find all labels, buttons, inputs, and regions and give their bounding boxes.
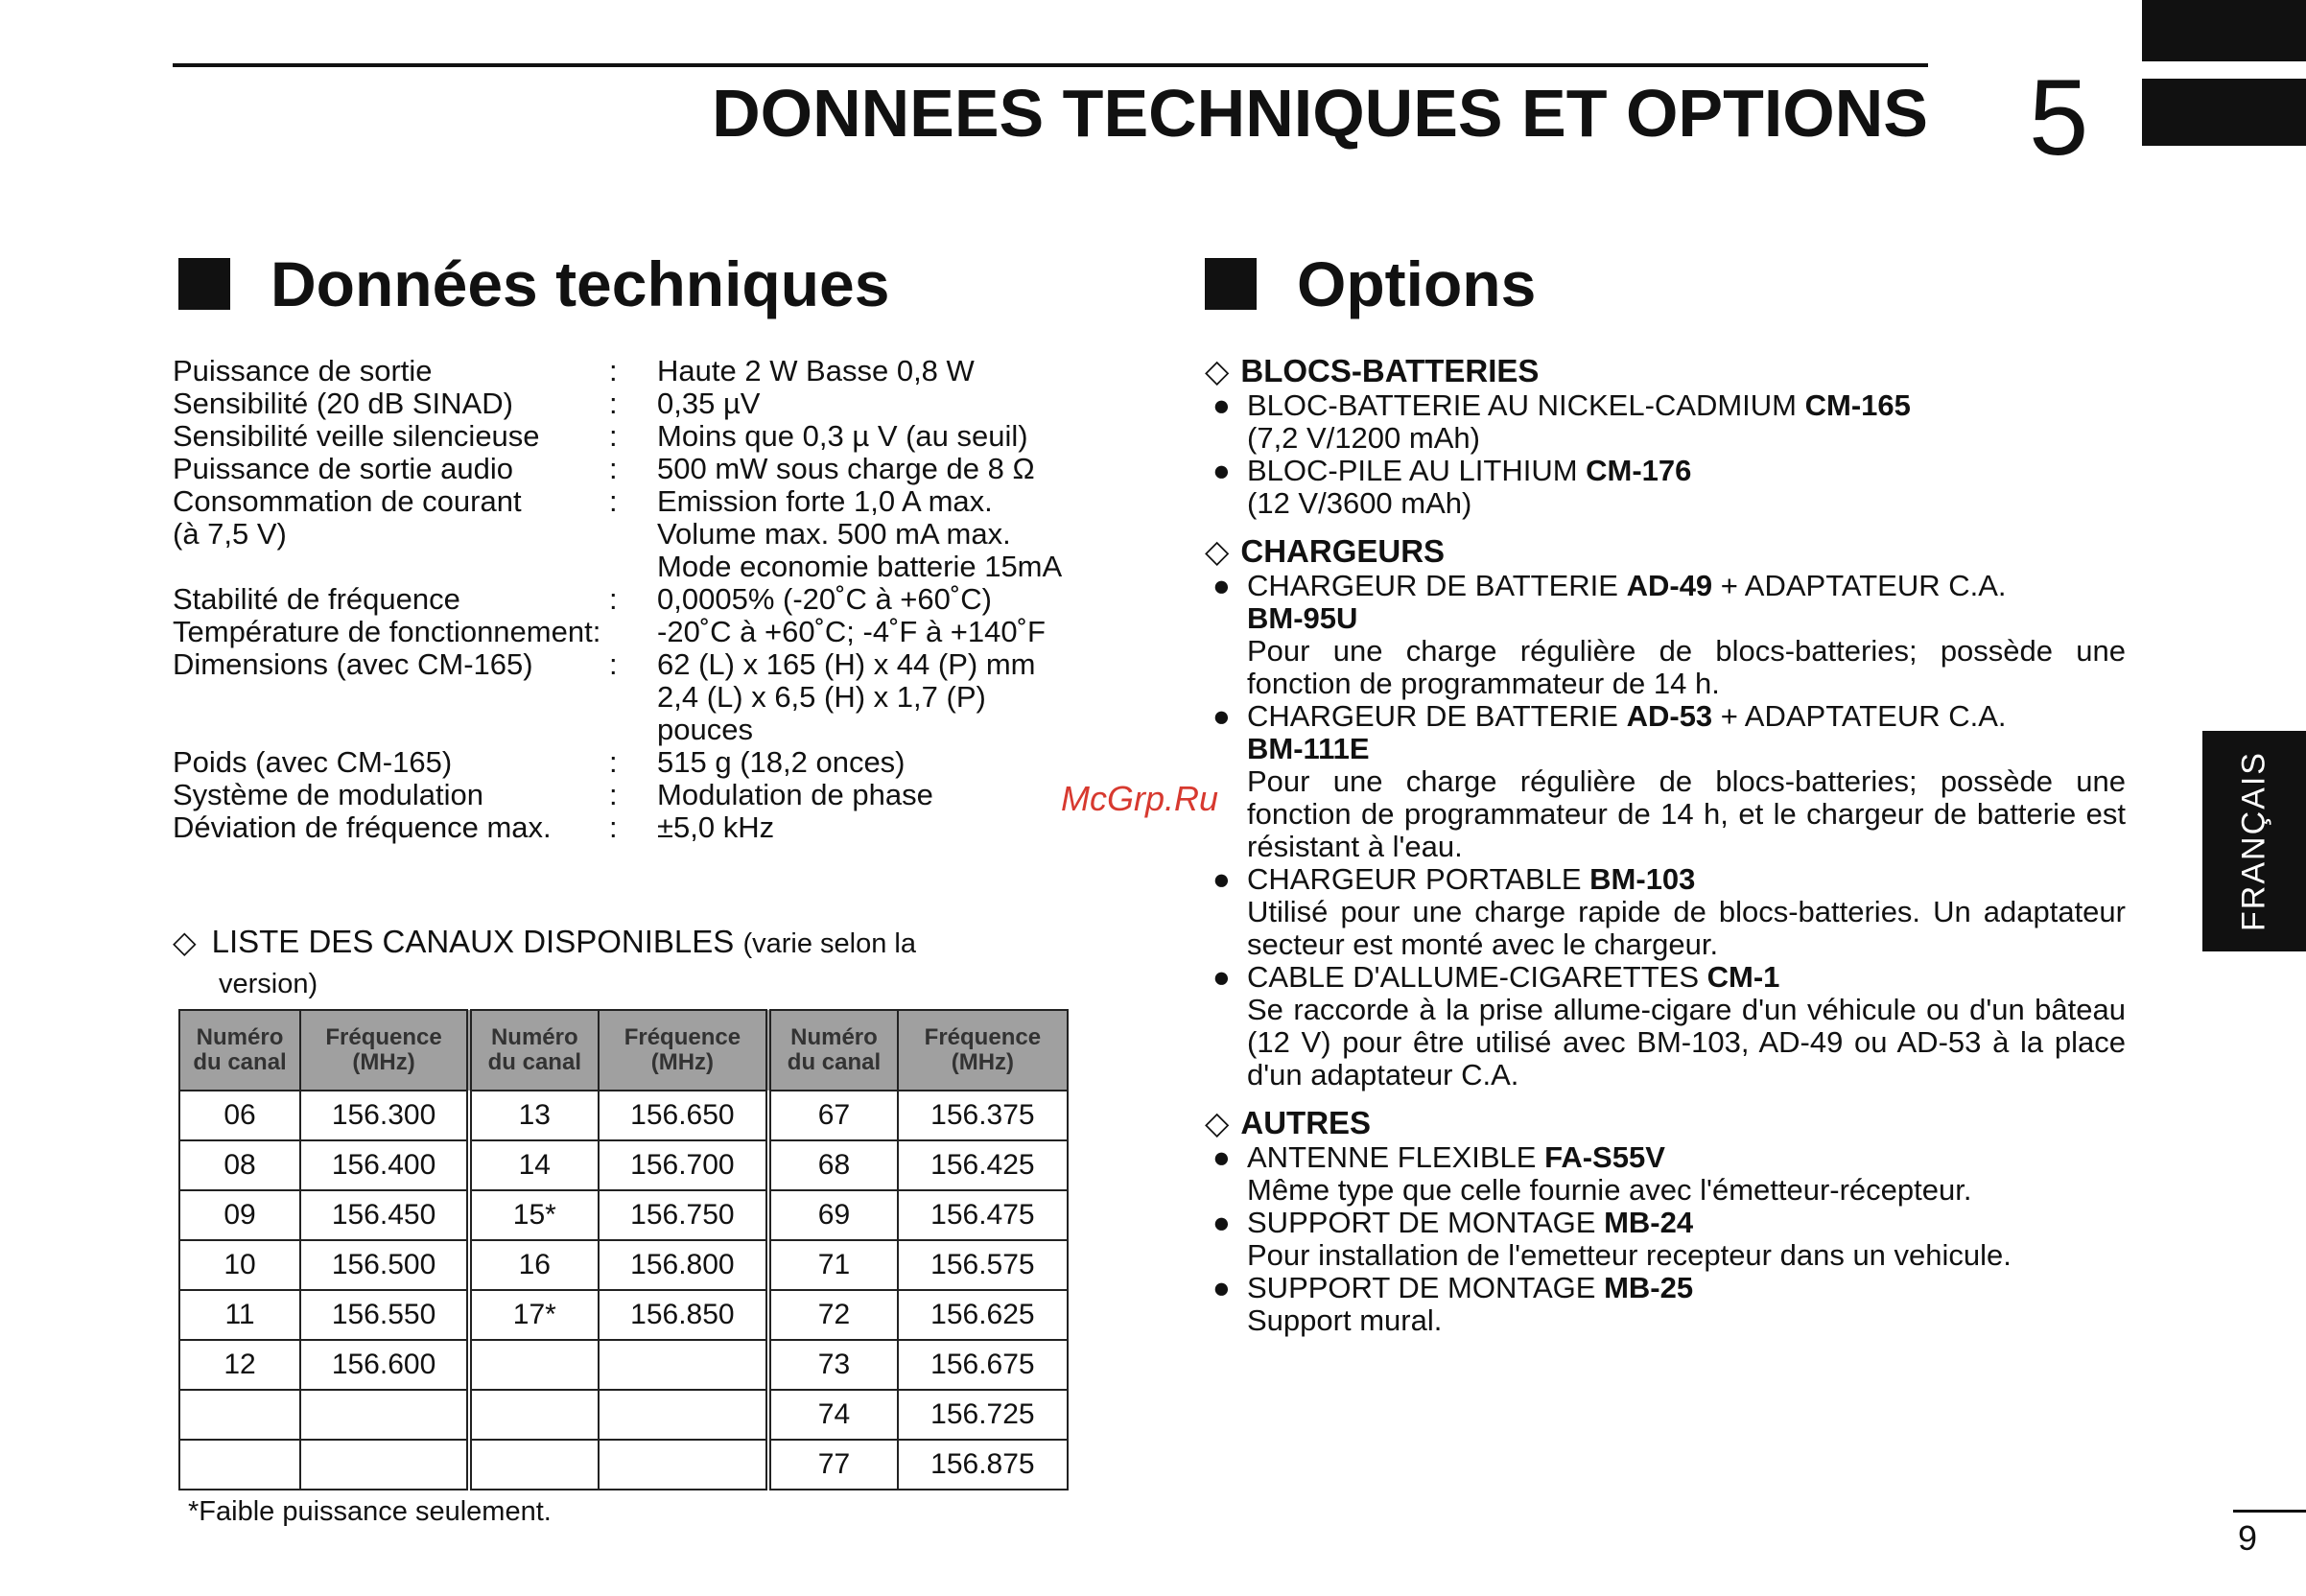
spec-row — [173, 648, 1094, 746]
spec-value: 0,35 µV — [657, 387, 761, 420]
channel-number-cell: 12 — [179, 1340, 300, 1390]
frequency-cell: 156.725 — [898, 1390, 1068, 1440]
channel-column-header: Fréquence (MHz) — [300, 1010, 469, 1091]
option-name-text: + ADAPTATEUR C.A. — [1712, 699, 2007, 733]
channel-list-heading — [173, 923, 1094, 1003]
page-number-rule — [2233, 1510, 2306, 1513]
spec-colon: : — [609, 745, 618, 779]
watermark-text: McGrp.Ru — [1061, 779, 1219, 818]
channel-column-header: Numéro du canal — [768, 1010, 898, 1091]
option-description: Pour une charge régulière de blocs-batteries; possède une fonction de programmateur de 14 h, et le chargeur de batterie est résistant à l'eau. — [1247, 764, 2126, 863]
option-code: BM-95U — [1247, 601, 1358, 635]
spec-label: Dimensions (avec CM-165) — [173, 647, 533, 681]
frequency-cell: 156.575 — [898, 1240, 1068, 1290]
list-item — [1205, 570, 2126, 602]
list-item — [1205, 961, 2126, 994]
option-name — [1247, 1140, 1665, 1174]
frequency-cell: 156.475 — [898, 1190, 1068, 1240]
spec-value: 62 (L) x 165 (H) x 44 (P) mm 2,4 (L) x 6,5 (H) x 1,7 (P) pouces — [657, 647, 1036, 746]
specs-list — [173, 355, 1094, 844]
frequency-cell — [599, 1390, 769, 1440]
channel-number-cell: 69 — [768, 1190, 898, 1240]
list-item — [1205, 389, 2126, 422]
language-tab — [2202, 731, 2306, 951]
spec-label: Température de fonctionnement: — [173, 615, 601, 648]
table-row — [179, 1091, 1068, 1140]
list-item — [1205, 700, 2126, 733]
channel-list-title: LISTE DES CANAUX DISPONIBLES — [211, 924, 735, 959]
frequency-cell: 156.675 — [898, 1340, 1068, 1390]
spec-label: Puissance de sortie — [173, 354, 433, 387]
spec-value: Haute 2 W Basse 0,8 W — [657, 354, 975, 387]
frequency-cell: 156.450 — [300, 1190, 469, 1240]
options-group-title-text: CHARGEURS — [1240, 533, 1446, 569]
channel-number-cell: 74 — [768, 1390, 898, 1440]
spec-colon: : — [609, 354, 618, 387]
chapter-title: DONNEES TECHNIQUES ET OPTIONS — [712, 76, 1928, 151]
frequency-cell: 156.850 — [599, 1290, 769, 1340]
option-code: MB-25 — [1604, 1271, 1694, 1304]
option-name-text: SUPPORT DE MONTAGE — [1247, 1271, 1605, 1304]
option-name-text: CABLE D'ALLUME-CIGARETTES — [1247, 960, 1707, 994]
options-group-title — [1205, 1105, 2126, 1141]
channel-number-cell — [179, 1390, 300, 1440]
list-item — [1205, 1272, 2126, 1304]
option-code: BM-111E — [1247, 732, 1370, 765]
options-list — [1205, 353, 2126, 1350]
bullet-icon: ● — [1212, 862, 1231, 896]
chapter-tab-marker — [2142, 79, 2306, 146]
channel-number-cell: 17* — [469, 1290, 599, 1340]
spec-row — [173, 485, 1094, 583]
spec-label: Puissance de sortie audio — [173, 452, 514, 485]
channel-number-cell: 71 — [768, 1240, 898, 1290]
channel-table — [178, 1009, 1069, 1490]
option-name — [1247, 699, 2007, 733]
option-description: Utilisé pour une charge rapide de blocs-batteries. Un adaptateur secteur est monté avec le chargeur. — [1247, 895, 2126, 961]
options-group — [1205, 533, 2126, 1091]
spec-row — [173, 811, 1094, 844]
chapter-number: 5 — [2029, 58, 2089, 177]
list-item — [1205, 1207, 2126, 1239]
channel-footnote: *Faible puissance seulement. — [188, 1496, 552, 1527]
spec-row — [173, 387, 1094, 420]
spec-label: Système de modulation — [173, 778, 483, 811]
channel-number-cell: 77 — [768, 1440, 898, 1490]
options-group-title — [1205, 533, 2126, 570]
spec-colon: : — [609, 484, 618, 518]
spec-row — [173, 616, 1094, 648]
frequency-cell: 156.700 — [599, 1140, 769, 1190]
options-heading — [1205, 247, 1536, 320]
table-row — [179, 1290, 1068, 1340]
frequency-cell — [300, 1390, 469, 1440]
option-name — [1247, 1271, 1693, 1304]
option-description: Pour une charge régulière de blocs-batteries; possède une fonction de programmateur de 14 h. — [1247, 634, 2126, 700]
spec-row — [173, 746, 1094, 779]
option-description: Même type que celle fournie avec l'émetteur-récepteur. — [1247, 1173, 1972, 1207]
spec-value: ±5,0 kHz — [657, 810, 775, 844]
spec-label: Consommation de courant (à 7,5 V) — [173, 484, 522, 551]
options-group — [1205, 353, 2126, 520]
channel-number-cell: 10 — [179, 1240, 300, 1290]
frequency-cell: 156.375 — [898, 1091, 1068, 1140]
option-name-text: CHARGEUR DE BATTERIE — [1247, 699, 1627, 733]
bullet-icon: ● — [1212, 1140, 1231, 1174]
list-item — [1205, 455, 2126, 487]
frequency-cell — [599, 1340, 769, 1390]
channel-column-header: Numéro du canal — [469, 1010, 599, 1091]
spec-colon: : — [609, 387, 618, 420]
diamond-icon: ◇ — [1205, 353, 1230, 388]
spec-row — [173, 453, 1094, 485]
spec-label: Stabilité de fréquence — [173, 582, 460, 616]
spec-label: Sensibilité veille silencieuse — [173, 419, 540, 453]
square-bullet-icon — [1205, 258, 1257, 310]
spec-row — [173, 420, 1094, 453]
square-bullet-icon — [178, 258, 230, 310]
channel-list-note-2: version) — [219, 969, 318, 999]
spec-colon: : — [609, 419, 618, 453]
option-description: Se raccorde à la prise allume-cigare d'un véhicule ou d'un bâteau (12 V) pour être utilisé avec BM-103, AD-49 ou AD-53 à la place d'un adaptateur C.A. — [1247, 993, 2126, 1091]
diamond-icon: ◇ — [173, 925, 197, 959]
option-code: CM-165 — [1804, 388, 1911, 422]
option-name-text: + ADAPTATEUR C.A. — [1712, 569, 2007, 602]
option-code: BM-103 — [1589, 862, 1696, 896]
channel-number-cell: 72 — [768, 1290, 898, 1340]
frequency-cell: 156.425 — [898, 1140, 1068, 1190]
spec-row — [173, 583, 1094, 616]
option-name-text: BLOC-PILE AU LITHIUM — [1247, 454, 1587, 487]
channel-number-cell: 68 — [768, 1140, 898, 1190]
bullet-icon: ● — [1212, 699, 1231, 733]
frequency-cell: 156.500 — [300, 1240, 469, 1290]
frequency-cell: 156.875 — [898, 1440, 1068, 1490]
option-name — [1247, 862, 1695, 896]
channel-list-note: (varie selon la — [742, 928, 916, 959]
option-code: MB-24 — [1604, 1206, 1694, 1239]
table-row — [179, 1340, 1068, 1390]
bullet-icon: ● — [1212, 454, 1231, 487]
bullet-icon: ● — [1212, 388, 1231, 422]
table-row — [179, 1440, 1068, 1490]
option-code: AD-49 — [1626, 569, 1713, 602]
bullet-icon: ● — [1212, 1206, 1231, 1239]
frequency-cell: 156.550 — [300, 1290, 469, 1340]
spec-value: 515 g (18,2 onces) — [657, 745, 906, 779]
option-code: AD-53 — [1626, 699, 1713, 733]
table-row — [179, 1390, 1068, 1440]
option-name-text: SUPPORT DE MONTAGE — [1247, 1206, 1605, 1239]
option-code: CM-176 — [1586, 454, 1692, 487]
spec-colon: : — [609, 452, 618, 485]
spec-label: Poids (avec CM-165) — [173, 745, 453, 779]
option-name-text: CHARGEUR PORTABLE — [1247, 862, 1590, 896]
channel-column-header: Fréquence (MHz) — [898, 1010, 1068, 1091]
frequency-cell — [599, 1440, 769, 1490]
specs-heading-text: Données techniques — [271, 248, 890, 319]
spec-value: Moins que 0,3 µ V (au seuil) — [657, 419, 1028, 453]
channel-number-cell: 73 — [768, 1340, 898, 1390]
spec-value: Modulation de phase — [657, 778, 933, 811]
channel-number-cell — [179, 1440, 300, 1490]
frequency-cell: 156.750 — [599, 1190, 769, 1240]
channel-number-cell: 09 — [179, 1190, 300, 1240]
channel-number-cell: 16 — [469, 1240, 599, 1290]
channel-column-header: Numéro du canal — [179, 1010, 300, 1091]
spec-colon: : — [609, 582, 618, 616]
spec-value: -20˚C à +60˚C; -4˚F à +140˚F — [657, 615, 1046, 648]
channel-number-cell: 15* — [469, 1190, 599, 1240]
option-description: Pour installation de l'emetteur recepteur dans un vehicule. — [1247, 1238, 2012, 1272]
page-number: 9 — [2238, 1518, 2258, 1558]
frequency-cell: 156.400 — [300, 1140, 469, 1190]
spec-value: Emission forte 1,0 A max. Volume max. 500 mA max. Mode economie batterie 15mA — [657, 484, 1063, 583]
option-name — [1247, 454, 1691, 487]
frequency-cell: 156.300 — [300, 1091, 469, 1140]
spec-colon — [609, 616, 657, 648]
spec-colon: : — [609, 647, 618, 681]
channel-table-header — [179, 1010, 1068, 1091]
header-rule — [173, 63, 1928, 67]
bullet-icon: ● — [1212, 960, 1231, 994]
channel-number-cell: 08 — [179, 1140, 300, 1190]
option-name — [1247, 1206, 1693, 1239]
channel-number-cell: 11 — [179, 1290, 300, 1340]
option-name — [1247, 388, 1911, 422]
channel-number-cell — [469, 1390, 599, 1440]
option-code: FA-S55V — [1544, 1140, 1665, 1174]
diamond-icon: ◇ — [1205, 533, 1230, 569]
table-row — [179, 1240, 1068, 1290]
channel-number-cell: 06 — [179, 1091, 300, 1140]
table-row — [179, 1140, 1068, 1190]
option-name-text: CHARGEUR DE BATTERIE — [1247, 569, 1627, 602]
spec-colon: : — [609, 778, 618, 811]
option-name — [1247, 569, 2007, 602]
spec-label: Déviation de fréquence max. — [173, 810, 552, 844]
channel-number-cell — [469, 1440, 599, 1490]
option-name-text: BLOC-BATTERIE AU NICKEL-CADMIUM — [1247, 388, 1805, 422]
frequency-cell: 156.800 — [599, 1240, 769, 1290]
frequency-cell: 156.600 — [300, 1340, 469, 1390]
spec-value: 500 mW sous charge de 8 Ω — [657, 452, 1035, 485]
spec-row — [173, 355, 1094, 387]
table-row — [179, 1190, 1068, 1240]
option-name-text: ANTENNE FLEXIBLE — [1247, 1140, 1545, 1174]
frequency-cell: 156.650 — [599, 1091, 769, 1140]
channel-number-cell: 14 — [469, 1140, 599, 1190]
options-group-title-text: BLOCS-BATTERIES — [1240, 353, 1540, 388]
bullet-icon: ● — [1212, 1271, 1231, 1304]
frequency-cell: 156.625 — [898, 1290, 1068, 1340]
spec-row — [173, 779, 1094, 811]
channel-number-cell: 67 — [768, 1091, 898, 1140]
option-description: (7,2 V/1200 mAh) — [1247, 421, 1480, 455]
option-code: CM-1 — [1706, 960, 1780, 994]
spec-colon: : — [609, 810, 618, 844]
option-description: Support mural. — [1247, 1303, 1443, 1337]
specs-heading — [178, 247, 889, 320]
list-item — [1205, 1141, 2126, 1174]
channel-number-cell — [469, 1340, 599, 1390]
channel-column-header: Fréquence (MHz) — [599, 1010, 769, 1091]
spec-label: Sensibilité (20 dB SINAD) — [173, 387, 513, 420]
frequency-cell — [300, 1440, 469, 1490]
language-tab-label: FRANÇAIS — [2235, 751, 2272, 931]
chapter-tab-marker — [2142, 0, 2306, 61]
option-description: (12 V/3600 mAh) — [1247, 486, 1472, 520]
spec-value: 0,0005% (-20˚C à +60˚C) — [657, 582, 992, 616]
channel-number-cell: 13 — [469, 1091, 599, 1140]
list-item — [1205, 863, 2126, 896]
options-group — [1205, 1105, 2126, 1337]
bullet-icon: ● — [1212, 569, 1231, 602]
options-group-title-text: AUTRES — [1240, 1105, 1372, 1140]
options-group-title — [1205, 353, 2126, 389]
diamond-icon: ◇ — [1205, 1105, 1230, 1140]
options-heading-text: Options — [1297, 248, 1537, 319]
option-name — [1247, 960, 1779, 994]
